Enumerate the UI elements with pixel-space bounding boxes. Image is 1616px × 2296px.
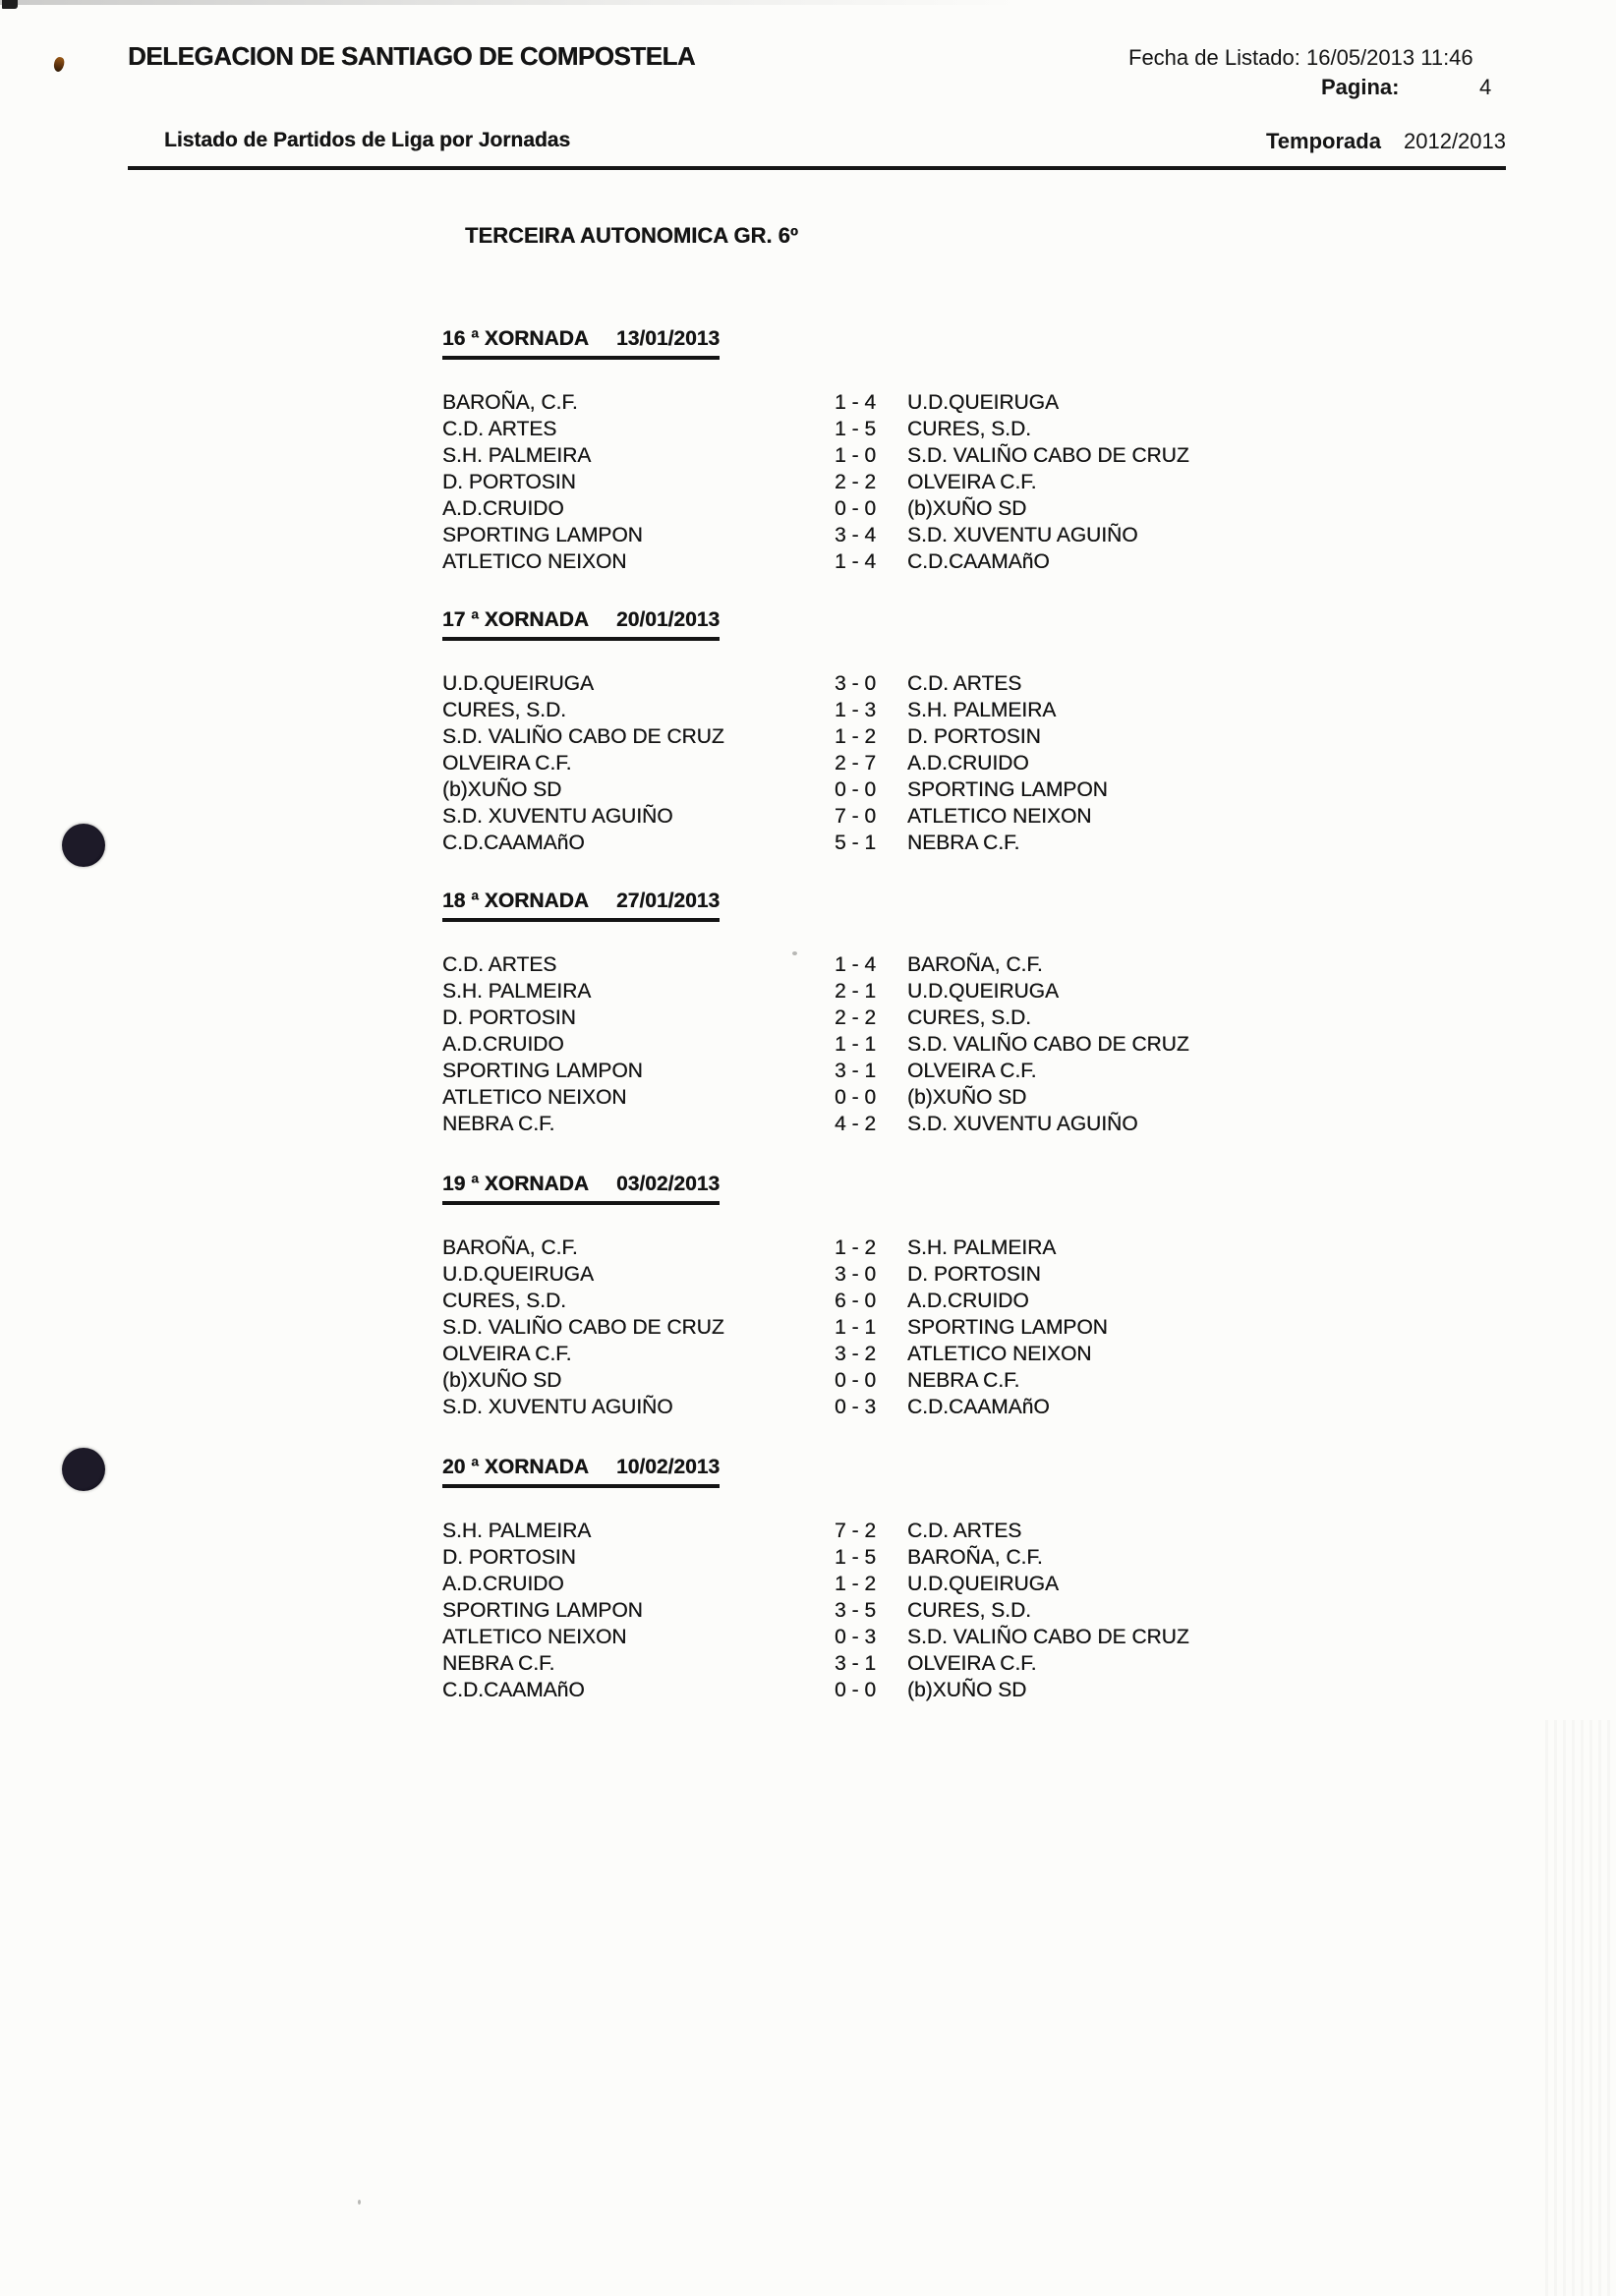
away-team: D. PORTOSIN xyxy=(907,1263,1041,1286)
match-row xyxy=(442,442,1524,469)
away-team: CURES, S.D. xyxy=(907,1006,1032,1029)
match-row xyxy=(442,951,1524,978)
match-score: 0 - 0 xyxy=(834,778,877,801)
match-score: 2 - 1 xyxy=(834,980,877,1003)
away-team: A.D.CRUIDO xyxy=(907,752,1029,775)
away-team: A.D.CRUIDO xyxy=(907,1290,1029,1312)
match-row xyxy=(442,1367,1524,1394)
home-team: BAROÑA, C.F. xyxy=(442,1236,578,1259)
match-row xyxy=(442,1314,1524,1341)
away-team: C.D. ARTES xyxy=(907,1520,1022,1542)
away-team: OLVEIRA C.F. xyxy=(907,1652,1037,1675)
jornada-label: 16 ª XORNADA xyxy=(442,327,589,350)
away-team: ATLETICO NEIXON xyxy=(907,1343,1092,1365)
home-team: ATLETICO NEIXON xyxy=(442,1086,627,1109)
jornada-header xyxy=(442,1456,720,1488)
match-score: 0 - 0 xyxy=(834,497,877,520)
away-team: CURES, S.D. xyxy=(907,1599,1032,1622)
match-row xyxy=(442,750,1524,776)
jornada-section xyxy=(442,890,1524,1137)
home-team: S.H. PALMEIRA xyxy=(442,980,592,1003)
pen-mark xyxy=(52,56,65,73)
home-team: S.D. XUVENTU AGUIÑO xyxy=(442,805,673,828)
match-row xyxy=(442,978,1524,1004)
jornada-date: 20/01/2013 xyxy=(615,608,721,631)
scan-speck xyxy=(358,2200,361,2205)
jornada-date: 10/02/2013 xyxy=(615,1456,721,1478)
match-score: 3 - 1 xyxy=(834,1652,877,1675)
scan-corner-artifact xyxy=(2,0,18,9)
match-row xyxy=(442,830,1524,856)
match-score: 4 - 2 xyxy=(834,1113,877,1135)
page-number-value: 4 xyxy=(1479,75,1492,99)
match-row xyxy=(442,389,1524,416)
home-team: C.D. ARTES xyxy=(442,953,557,976)
match-score: 1 - 2 xyxy=(834,1236,877,1259)
home-team: SPORTING LAMPON xyxy=(442,524,643,546)
away-team: BAROÑA, C.F. xyxy=(907,953,1043,976)
match-score: 7 - 0 xyxy=(834,805,877,828)
match-score: 3 - 2 xyxy=(834,1343,877,1365)
jornada-date: 13/01/2013 xyxy=(615,327,721,350)
away-team: S.D. XUVENTU AGUIÑO xyxy=(907,524,1138,546)
document-subtitle: Listado de Partidos de Liga por Jornadas xyxy=(164,129,571,151)
home-team: D. PORTOSIN xyxy=(442,1546,576,1569)
match-list xyxy=(442,389,1524,575)
jornada-label: 19 ª XORNADA xyxy=(442,1173,589,1195)
season-label: Temporada xyxy=(1266,129,1381,153)
jornada-label: 20 ª XORNADA xyxy=(442,1456,589,1478)
match-row xyxy=(442,469,1524,495)
jornada-header xyxy=(442,1173,720,1205)
home-team: OLVEIRA C.F. xyxy=(442,1343,572,1365)
jornada-section xyxy=(442,327,1524,575)
match-row xyxy=(442,723,1524,750)
home-team: OLVEIRA C.F. xyxy=(442,752,572,775)
match-score: 1 - 1 xyxy=(834,1033,877,1056)
away-team: U.D.QUEIRUGA xyxy=(907,391,1060,414)
home-team: A.D.CRUIDO xyxy=(442,1033,564,1056)
match-row xyxy=(442,1084,1524,1111)
match-score: 2 - 7 xyxy=(834,752,877,775)
match-row xyxy=(442,1234,1524,1261)
match-row xyxy=(442,522,1524,548)
away-team: NEBRA C.F. xyxy=(907,832,1020,854)
match-row xyxy=(442,1597,1524,1624)
away-team: OLVEIRA C.F. xyxy=(907,1060,1037,1082)
jornada-label: 18 ª XORNADA xyxy=(442,890,589,912)
jornada-header xyxy=(442,890,720,922)
home-team: BAROÑA, C.F. xyxy=(442,391,578,414)
match-row xyxy=(442,697,1524,723)
match-row xyxy=(442,1341,1524,1367)
match-score: 1 - 5 xyxy=(834,1546,877,1569)
home-team: (b)XUÑO SD xyxy=(442,778,562,801)
away-team: SPORTING LAMPON xyxy=(907,778,1108,801)
away-team: U.D.QUEIRUGA xyxy=(907,1573,1060,1595)
match-score: 3 - 1 xyxy=(834,1060,877,1082)
match-row xyxy=(442,1111,1524,1137)
match-list xyxy=(442,1234,1524,1420)
away-team: NEBRA C.F. xyxy=(907,1369,1020,1392)
away-team: C.D.CAAMAñO xyxy=(907,1396,1050,1418)
home-team: SPORTING LAMPON xyxy=(442,1599,643,1622)
away-team: BAROÑA, C.F. xyxy=(907,1546,1043,1569)
away-team: ATLETICO NEIXON xyxy=(907,805,1092,828)
home-team: C.D.CAAMAñO xyxy=(442,832,585,854)
jornada-date: 27/01/2013 xyxy=(615,890,721,912)
jornada-section xyxy=(442,608,1524,856)
match-score: 2 - 2 xyxy=(834,1006,877,1029)
match-score: 3 - 5 xyxy=(834,1599,877,1622)
away-team: S.D. VALIÑO CABO DE CRUZ xyxy=(907,1626,1189,1648)
scan-edge-artifact xyxy=(1545,1720,1616,2296)
match-score: 3 - 4 xyxy=(834,524,877,546)
document-title: DELEGACION DE SANTIAGO DE COMPOSTELA xyxy=(128,41,696,71)
home-team: U.D.QUEIRUGA xyxy=(442,1263,595,1286)
away-team: C.D. ARTES xyxy=(907,672,1022,695)
match-score: 1 - 2 xyxy=(834,725,877,748)
match-row xyxy=(442,803,1524,830)
match-score: 0 - 3 xyxy=(834,1396,877,1418)
away-team: C.D.CAAMAñO xyxy=(907,550,1050,573)
match-row xyxy=(442,1650,1524,1677)
home-team: D. PORTOSIN xyxy=(442,471,576,493)
match-row xyxy=(442,1288,1524,1314)
match-list xyxy=(442,1518,1524,1703)
match-score: 0 - 3 xyxy=(834,1626,877,1648)
home-team: SPORTING LAMPON xyxy=(442,1060,643,1082)
match-score: 7 - 2 xyxy=(834,1520,877,1542)
away-team: S.D. VALIÑO CABO DE CRUZ xyxy=(907,1033,1189,1056)
match-list xyxy=(442,951,1524,1137)
away-team: S.D. VALIÑO CABO DE CRUZ xyxy=(907,444,1189,467)
division-title: TERCEIRA AUTONOMICA GR. 6º xyxy=(465,223,798,248)
home-team: ATLETICO NEIXON xyxy=(442,550,627,573)
jornada-header xyxy=(442,327,720,360)
match-score: 3 - 0 xyxy=(834,1263,877,1286)
away-team: D. PORTOSIN xyxy=(907,725,1041,748)
home-team: S.H. PALMEIRA xyxy=(442,1520,592,1542)
match-row xyxy=(442,1544,1524,1571)
away-team: (b)XUÑO SD xyxy=(907,1086,1027,1109)
match-score: 5 - 1 xyxy=(834,832,877,854)
home-team: C.D.CAAMAñO xyxy=(442,1679,585,1701)
match-row xyxy=(442,1058,1524,1084)
match-row xyxy=(442,1624,1524,1650)
match-score: 1 - 4 xyxy=(834,550,877,573)
match-list xyxy=(442,670,1524,856)
away-team: (b)XUÑO SD xyxy=(907,1679,1027,1701)
match-score: 1 - 1 xyxy=(834,1316,877,1339)
header-rule xyxy=(128,166,1506,170)
match-score: 0 - 0 xyxy=(834,1369,877,1392)
match-row xyxy=(442,1394,1524,1420)
match-row xyxy=(442,1571,1524,1597)
match-score: 1 - 0 xyxy=(834,444,877,467)
match-row xyxy=(442,495,1524,522)
away-team: S.H. PALMEIRA xyxy=(907,1236,1057,1259)
home-team: D. PORTOSIN xyxy=(442,1006,576,1029)
away-team: S.H. PALMEIRA xyxy=(907,699,1057,721)
home-team: NEBRA C.F. xyxy=(442,1652,555,1675)
jornada-section xyxy=(442,1173,1524,1420)
match-row xyxy=(442,776,1524,803)
listing-date: Fecha de Listado: 16/05/2013 11:46 xyxy=(1128,45,1473,70)
match-row xyxy=(442,416,1524,442)
match-row xyxy=(442,1004,1524,1031)
match-row xyxy=(442,1518,1524,1544)
match-score: 1 - 4 xyxy=(834,953,877,976)
hole-punch xyxy=(62,824,105,867)
home-team: C.D. ARTES xyxy=(442,418,557,440)
home-team: S.D. XUVENTU AGUIÑO xyxy=(442,1396,673,1418)
match-score: 2 - 2 xyxy=(834,471,877,493)
match-row xyxy=(442,1677,1524,1703)
season-value: 2012/2013 xyxy=(1404,129,1506,153)
jornada-date: 03/02/2013 xyxy=(615,1173,721,1195)
away-team: SPORTING LAMPON xyxy=(907,1316,1108,1339)
match-row xyxy=(442,1031,1524,1058)
match-row xyxy=(442,548,1524,575)
home-team: U.D.QUEIRUGA xyxy=(442,672,595,695)
home-team: A.D.CRUIDO xyxy=(442,1573,564,1595)
away-team: CURES, S.D. xyxy=(907,418,1032,440)
home-team: CURES, S.D. xyxy=(442,1290,567,1312)
scan-edge-artifact xyxy=(0,0,1022,5)
home-team: S.D. VALIÑO CABO DE CRUZ xyxy=(442,725,724,748)
away-team: S.D. XUVENTU AGUIÑO xyxy=(907,1113,1138,1135)
home-team: (b)XUÑO SD xyxy=(442,1369,562,1392)
match-row xyxy=(442,1261,1524,1288)
jornada-header xyxy=(442,608,720,641)
match-score: 1 - 2 xyxy=(834,1573,877,1595)
home-team: S.D. VALIÑO CABO DE CRUZ xyxy=(442,1316,724,1339)
match-score: 0 - 0 xyxy=(834,1086,877,1109)
match-score: 1 - 3 xyxy=(834,699,877,721)
away-team: U.D.QUEIRUGA xyxy=(907,980,1060,1003)
home-team: CURES, S.D. xyxy=(442,699,567,721)
jornada-label: 17 ª XORNADA xyxy=(442,608,589,631)
home-team: S.H. PALMEIRA xyxy=(442,444,592,467)
page-number-label: Pagina: xyxy=(1321,75,1400,99)
match-score: 3 - 0 xyxy=(834,672,877,695)
match-score: 1 - 5 xyxy=(834,418,877,440)
home-team: NEBRA C.F. xyxy=(442,1113,555,1135)
match-score: 1 - 4 xyxy=(834,391,877,414)
home-team: ATLETICO NEIXON xyxy=(442,1626,627,1648)
match-score: 6 - 0 xyxy=(834,1290,877,1312)
match-score: 0 - 0 xyxy=(834,1679,877,1701)
hole-punch xyxy=(62,1448,105,1491)
jornada-section xyxy=(442,1456,1524,1703)
away-team: (b)XUÑO SD xyxy=(907,497,1027,520)
home-team: A.D.CRUIDO xyxy=(442,497,564,520)
away-team: OLVEIRA C.F. xyxy=(907,471,1037,493)
match-row xyxy=(442,670,1524,697)
